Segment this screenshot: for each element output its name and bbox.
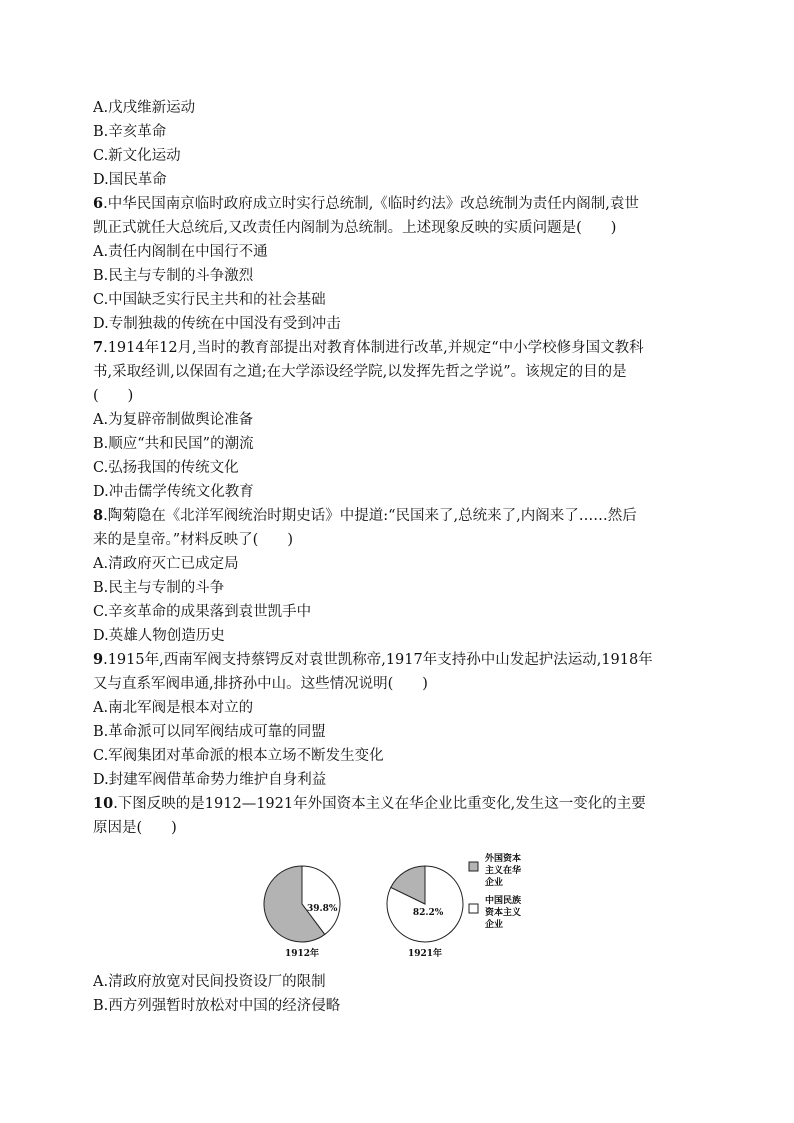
question-9 [93,648,703,792]
stem-text: .1915年,西南军阀支持蔡锷反对袁世凯称帝,1917年支持孙中山发起护法运动,1918年 [103,652,653,668]
legend-swatch [469,904,478,913]
option: D.冲击儒学传统文化教育 [93,484,254,500]
stem-text: .下图反映的是1912—1921年外国资本主义在华企业比重变化,发生这一变化的主要 [113,796,646,812]
question-6 [93,192,703,336]
question-number: 8 [93,507,104,524]
question-stem: 原因是( ) [93,820,177,836]
question-stem: 书,采取经训,以保固有之道;在大学添设经学院,以发挥先哲之学说”。该规定的目的是 [93,364,627,380]
document-page [93,96,703,1018]
option: D.国民革命 [93,172,167,188]
option: B.西方列强暂时放松对中国的经济侵略 [93,998,341,1014]
question-8 [93,504,703,648]
question-number: 9 [93,651,104,668]
stem-text: .中华民国南京临时政府成立时实行总统制,《临时约法》改总统制为责任内阁制,袁世 [103,196,639,212]
option: C.新文化运动 [93,148,181,164]
pie-value-label: 39.8% [306,903,338,914]
question-stem: 来的是皇帝。”材料反映了( ) [93,532,293,548]
stem-text: .1914年12月,当时的教育部提出对教育体制进行改革,并规定“中小学校修身国文教科 [103,340,644,356]
stem-text: .陶菊隐在《北洋军阀统治时期史话》中提道:“民国来了,总统来了,内阁来了……然后 [103,508,637,524]
q5-options [93,96,703,192]
question-stem [93,504,703,528]
legend-label: 外国资本 [485,854,522,864]
legend-label: 企业 [485,920,504,930]
option: A.戊戌维新运动 [93,100,196,116]
option: B.辛亥革命 [93,124,167,140]
option: C.军阀集团对革命派的根本立场不断发生变化 [93,748,384,764]
question-stem [93,336,703,360]
option: D.英雄人物创造历史 [93,628,225,644]
legend-label: 企业 [485,878,504,888]
option: D.专制独裁的传统在中国没有受到冲击 [93,316,341,332]
option: B.民主与专制的斗争激烈 [93,268,254,284]
legend-label: 主义在华 [485,866,522,876]
option: A.为复辟帝制做舆论准备 [93,412,254,428]
question-stem [93,648,703,672]
option: A.清政府灭亡已成定局 [93,556,239,572]
legend-swatch [469,862,478,871]
question-stem: ( ) [93,388,134,404]
question-10 [93,792,703,1018]
question-7 [93,336,703,504]
option: C.中国缺乏实行民主共和的社会基础 [93,292,326,308]
option: B.民主与专制的斗争 [93,580,225,596]
option: A.清政府放宽对民间投资设厂的限制 [93,974,326,990]
question-stem [93,792,703,816]
question-stem: 凯正式就任大总统后,又改责任内阁制为总统制。上述现象反映的实质问题是( ) [93,220,617,236]
option: D.封建军阀借革命势力维护自身利益 [93,772,327,788]
option: A.南北军阀是根本对立的 [93,700,254,716]
option: B.革命派可以同军阀结成可靠的同盟 [93,724,326,740]
option: C.弘扬我国的传统文化 [93,460,239,476]
option: A.责任内阁制在中国行不通 [93,244,268,260]
question-number: 10 [93,795,114,812]
pie-chart-figure [93,842,703,970]
pie-charts-svg [93,842,703,970]
pie-year-label: 1912年 [284,949,320,959]
question-number: 7 [93,339,104,356]
legend-label: 中国民族 [485,896,522,906]
option: C.辛亥革命的成果落到袁世凯手中 [93,604,312,620]
pie-year-label: 1921年 [407,949,443,959]
pie-value-label: 82.2% [412,907,444,918]
question-number: 6 [93,195,104,212]
question-stem [93,192,703,216]
question-stem: 又与直系军阀串通,排挤孙中山。这些情况说明( ) [93,676,428,692]
option: B.顺应“共和民国”的潮流 [93,436,254,452]
legend-label: 资本主义 [485,908,522,918]
